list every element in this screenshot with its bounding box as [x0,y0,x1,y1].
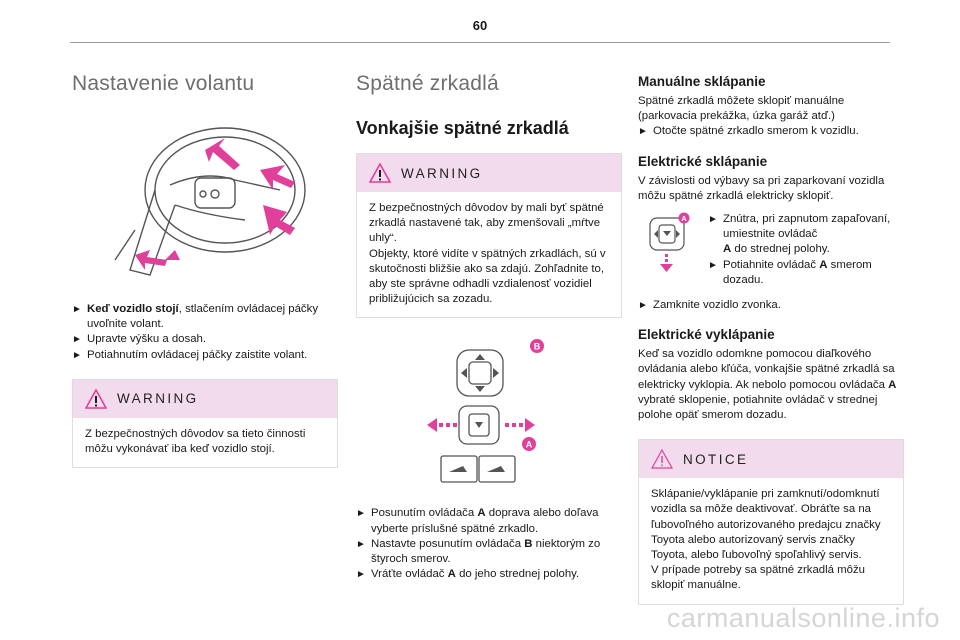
warning-text: Z bezpečnostných dôvodov by mali byť spätné zrkadlá nastavené tak, aby zmenšovali „mŕtve uhly“. Objekty, ktoré vidíte v spätných zrkadlách, sú v skutočnosti bližšie ako sa zdajú. Zohľadnite to, aby ste správne odhadli vzdialenosť vozidiel približujúcich sa zozadu. [369,202,606,306]
paragraph: vybraté sklopenie, potiahnite ovládač v strednej polohe opäť smerom dozadu. [638,393,878,422]
notice-text: Sklápanie/vyklápanie pri zamknutí/odomknutí vozidla sa môže deaktivovať. Obráťte sa na ľubovoľného autorizovaného predajcu značky Toyota alebo autorizovaný servis značky Toyota, alebo ľubovoľný spoľahlivý servis. V prípade potreby sa spätné zrkadlá môžu sklopiť manuálne. [651,488,881,592]
step-text: Nastavte posunutím ovládača [371,537,525,550]
bullet-arrow-icon: ► [72,304,82,315]
section-title-mirrors: Spätné zrkadlá [356,72,499,95]
step-text: , stlačením ovládacej páčky uvoľnite volant. [87,303,319,331]
heading-electric-folding: Elektrické sklápanie [638,153,768,169]
section-title-steering: Nastavenie volantu [72,72,255,95]
electric-fold-steps [708,212,904,288]
column-mirrors [356,60,622,582]
notice-box [638,439,904,604]
step-item [638,124,904,139]
step-bold: A [819,258,828,271]
step-text: Potiahnutím ovládacej páčky zaistite volant. [87,348,308,361]
notice-header [639,440,903,478]
paragraph-bold: A [888,378,897,391]
subsection-title-exterior-mirrors: Vonkajšie spätné zrkadlá [356,118,569,138]
step-item [638,298,904,313]
bullet-arrow-icon: ► [356,508,366,520]
step-text: do strednej polohy. [731,243,830,256]
warning-box [72,379,338,468]
step-item [72,332,338,347]
bullet-arrow-icon: ► [638,126,648,138]
step-bold: Keď vozidlo stojí [87,303,179,315]
page-number: 60 [472,18,488,33]
paragraph: Keď sa vozidlo odomkne pomocou diaľkového ovládania alebo kľúča, vonkajšie spätné zrkadlá sa elektricky vyklopia. Ak nebolo pomocou ovládača [638,348,895,391]
warning-box [356,153,622,318]
bullet-arrow-icon: ► [708,259,718,271]
bullet-arrow-icon: ► [638,300,648,312]
step-text: do jeho strednej polohy. [455,568,580,581]
electric-fold-row [638,212,904,288]
column-folding [638,60,904,605]
electric-unfold-text [638,347,904,423]
badge-a: A [681,214,687,224]
step-bold: A [723,243,732,256]
warning-label: WARNING [117,391,199,407]
manual-folding-text [638,94,904,140]
step-bold: B [524,537,533,550]
warning-header [73,380,337,418]
step-bold: A [447,568,456,581]
step-item [708,258,904,288]
step-item [356,506,622,536]
bullet-arrow-icon: ► [356,569,366,581]
step-text: Znútra, pri zapnutom zapaľovaní, umiestnite ovládač [723,213,891,241]
steering-steps [72,302,338,363]
bullet-arrow-icon: ► [72,334,82,346]
bullet-arrow-icon: ► [72,349,82,361]
warning-label: WARNING [401,165,483,181]
step-item [356,567,622,582]
steering-wheel-illustration [95,110,315,280]
mirror-control-diagram [419,338,559,488]
mirror-switch-icon [638,212,694,276]
badge-a: A [525,439,533,450]
heading-manual-folding: Manuálne sklápanie [638,74,766,89]
step-item [356,537,622,567]
step-bold: A [477,507,486,520]
warning-triangle-icon [85,389,107,409]
step-text: Zamknite vozidlo zvonka. [653,299,781,312]
watermark: carmanualsonline.info [666,603,940,633]
step-item [708,212,904,258]
step-text: niektorým zo štyroch smerov. [371,537,601,566]
heading-electric-unfolding: Elektrické vyklápanie [638,327,775,343]
notice-triangle-icon [651,449,673,469]
warning-header [357,154,621,192]
bullet-arrow-icon: ► [356,538,366,550]
column-steering-wheel [72,60,338,468]
warning-text: Z bezpečnostných dôvodov sa tieto činnosti môžu vykonávať iba keď vozidlo stojí. [85,427,306,456]
bullet-arrow-icon: ► [708,214,718,226]
paragraph: Spätné zrkadlá môžete sklopiť manuálne (parkovacia prekážka, úzka garáž atď.) [638,95,845,123]
mirror-steps [356,506,622,582]
step-item [72,302,338,332]
warning-triangle-icon [369,163,391,183]
lock-step [638,298,904,313]
top-divider [70,42,890,43]
step-text: Potiahnite ovládač [723,258,820,271]
step-text: doprava alebo doľava vyberte príslušné spätné zrkadlo. [371,507,599,535]
step-text: Upravte výšku a dosah. [87,333,207,346]
notice-label: NOTICE [683,451,749,467]
step-text: Vráťte ovládač [371,568,448,581]
step-item [72,348,338,363]
paragraph: V závislosti od výbavy sa pri zaparkovaní vozidla môžu spätné zrkadlá elektricky sklopiť. [638,174,885,202]
step-text: Otočte spätné zrkadlo smerom k vozidlu. [653,125,859,138]
badge-b: B [533,341,541,352]
step-text: smerom dozadu. [723,258,872,286]
step-text: Posunutím ovládača [371,507,478,520]
